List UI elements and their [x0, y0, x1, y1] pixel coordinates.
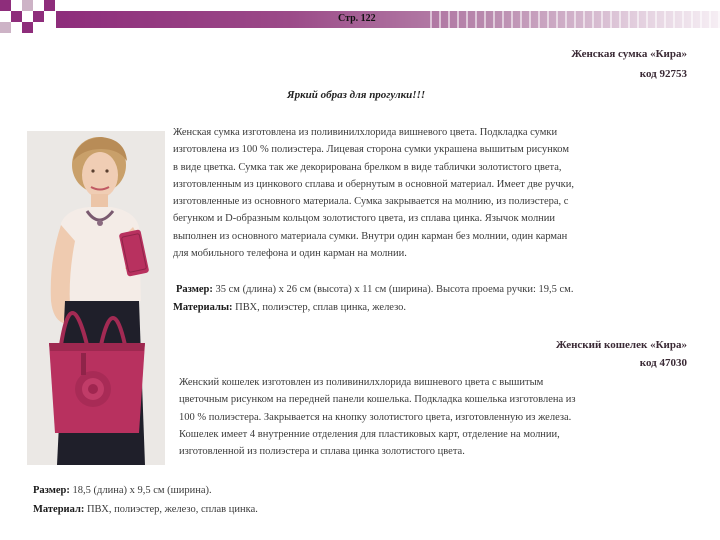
description-line: Женский кошелек изготовлен из поливинилхлорида вишневого цвета с вышитым: [179, 377, 544, 388]
product1-code: код 92753: [639, 68, 687, 80]
description-line: выполнен из основного материала сумки. Внутри один карман без молнии, один карман: [173, 230, 568, 242]
description-line: Женская сумка изготовлена из поливинилхлорида вишневого цвета. Подкладка сумки: [173, 127, 558, 138]
product1-specs: [173, 281, 573, 317]
size-label: Размер:: [33, 485, 70, 496]
description-line: для мобильного телефона и один карман на молнии.: [173, 248, 407, 260]
product1-description: [173, 124, 574, 262]
materials-label: Материалы:: [173, 302, 233, 313]
product-photo: [27, 131, 165, 465]
material-row: [33, 500, 258, 519]
product1-title: Женская сумка «Кира»: [571, 48, 687, 60]
description-line: изготовленным из цинкового сплава и обернутым в основной материал. Имеет две ручки,: [173, 178, 574, 190]
product2-title: Женский кошелек «Кира»: [555, 339, 687, 351]
header-square: [0, 22, 11, 33]
size-value: 35 см (длина) х 26 см (высота) х 11 см (ширина). Высота проема ручки: 19,5 см.: [212, 284, 574, 295]
description-line: в виде цветка. Сумка так же декорирована брелком в виде таблички золотистого цвета,: [173, 161, 562, 173]
header-band: [0, 0, 720, 38]
model-illustration: [27, 131, 165, 465]
product2-specs: [33, 481, 258, 519]
description-line: изготовленной из полиэстера и сплава цинка золотистого цвета.: [179, 446, 465, 458]
product2-code: код 47030: [639, 357, 687, 369]
description-line: бегунком и D-образным кольцом золотистого цвета, из сплава цинка. Язычок молнии: [173, 213, 556, 225]
size-row: [33, 481, 258, 500]
header-square: [33, 11, 44, 22]
description-line: изготовленные из основного материала. Сумка закрывается на молнию, из полиэстера, с: [173, 196, 569, 208]
product1-slogan: Яркий образ для прогулки!!!: [287, 89, 426, 101]
header-square: [0, 0, 11, 11]
material-label: Материал:: [33, 504, 85, 515]
description-line: 100 % полиэстера. Закрывается на кнопку золотистого цвета, изготовленную из железа.: [179, 411, 572, 423]
product2-description: [179, 374, 576, 460]
description-line: Кошелек имеет 4 внутренние отделения для пластиковых карт, отделение на молнии,: [179, 428, 560, 440]
description-line: цветочным рисунком на передней панели кошелька. Подкладка кошелька изготовлена из: [179, 394, 576, 406]
materials-row: [173, 299, 573, 317]
size-label: Размер:: [176, 284, 213, 295]
header-stripes: [430, 11, 720, 28]
material-value: ПВХ, полиэстер, железо, сплав цинка.: [84, 504, 258, 515]
header-square: [22, 22, 33, 33]
size-row: [173, 281, 573, 299]
header-square: [11, 11, 22, 22]
size-value: 18,5 (длина) х 9,5 см (ширина).: [69, 485, 212, 496]
header-square: [22, 0, 33, 11]
description-line: изготовлена из 100 % полиэстера. Лицевая сторона сумки украшена вышитым рисунком: [173, 144, 569, 156]
header-square: [44, 0, 55, 11]
materials-value: ПВХ, полиэстер, сплав цинка, железо.: [232, 302, 407, 313]
page-number: Стр. 122: [338, 13, 376, 24]
